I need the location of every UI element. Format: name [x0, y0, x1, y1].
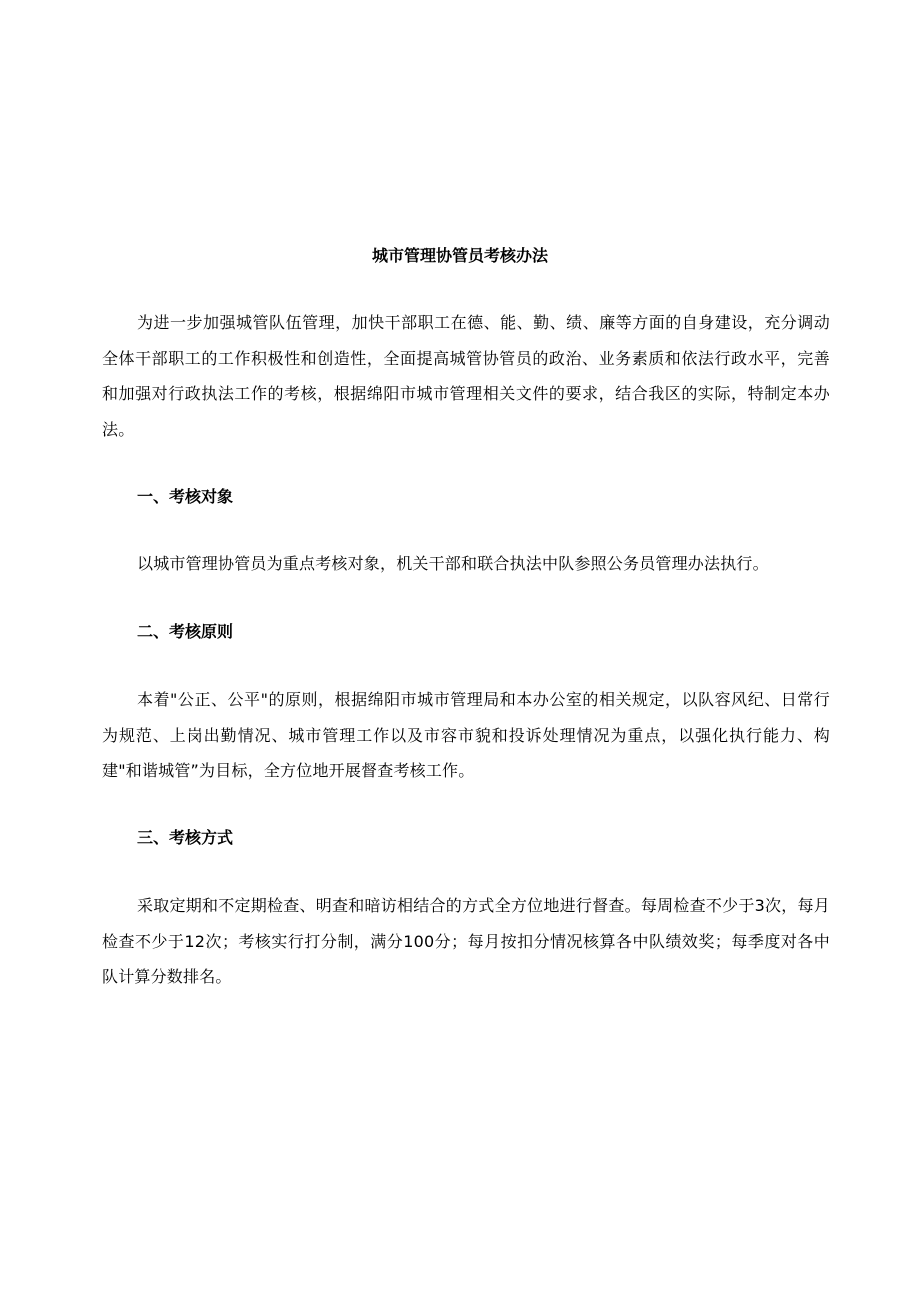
section-heading-assessment-principle: 二、考核原则: [137, 622, 234, 641]
section-heading-assessment-method: 三、考核方式: [137, 828, 234, 847]
section-body-assessment-principle: 本着"公正、公平"的原则，根据绵阳市城市管理局和本办公室的相关规定，以队容风纪、日常行为规范、上岗出勤情况、城市管理工作以及市容市貌和投诉处理情况为重点，以强化执行能力、构建"和谐城管”为目标，全方位地开展督查考核工作。: [102, 690, 830, 780]
section-heading-assessment-target: 一、考核对象: [137, 487, 234, 506]
intro-paragraph: 为进一步加强城管队伍管理，加快干部职工在德、能、勤、绩、廉等方面的自身建设，充分调动全体干部职工的工作积极性和创造性，全面提高城管协管员的政治、业务素质和依法行政水平，完善和加强对行政执法工作的考核，根据绵阳市城市管理相关文件的要求，结合我区的实际，特制定本办法。: [102, 313, 830, 439]
section-body-assessment-target: 以城市管理协管员为重点考核对象，机关干部和联合执法中队参照公务员管理办法执行。: [137, 554, 769, 573]
document-title: 城市管理协管员考核办法: [371, 246, 548, 265]
section-body-assessment-method: 采取定期和不定期检查、明查和暗访相结合的方式全方位地进行督查。每周检查不少于3次，每月检查不少于12次；考核实行打分制，满分100分；每月按扣分情况核算各中队绩效奖；每季度对各中队计算分数排名。: [102, 896, 830, 986]
